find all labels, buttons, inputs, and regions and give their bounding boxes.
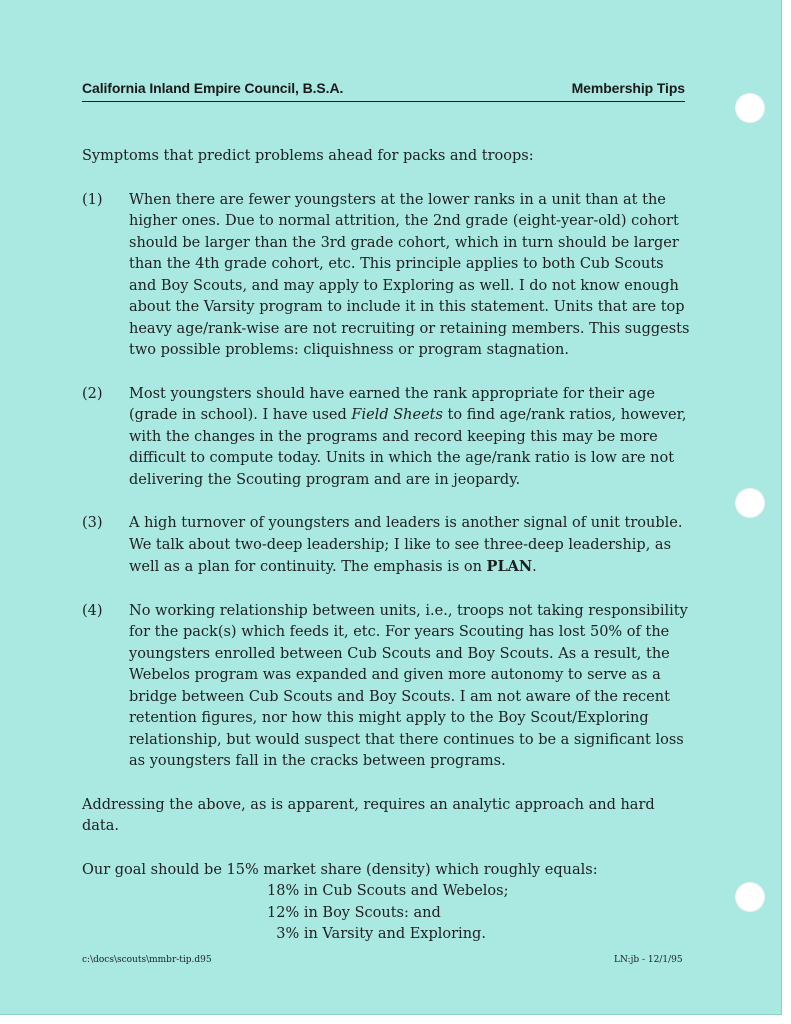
item-text: When there are fewer youngsters at the lower ranks in a unit than at the higher ones. Due to normal attrition, the 2nd grade (eight-year-old) cohort should be larger than the 3rd grade cohort, which in turn should be larger than the 4th grade cohort, etc. This principle applies to both Cub Scouts and Boy Scouts, and may apply to Exploring as well. I do not know enough about the Varsity program to include it in this statement. Units that are top heavy age/rank-wise are not recruiting or retaining members. This suggests two possible problems: cliquishness or program stagnation. <box>129 191 690 358</box>
list-item <box>82 601 692 773</box>
item-text <box>129 384 692 492</box>
item-text-part: to find age/rank ratios, however, with the changes in the programs and record keeping this may be more difficult to compute today. Units in which the age/rank ratio is low are not delivering the Scouting program and are in jeopardy. <box>129 407 687 488</box>
goal-line: 3% in Varsity and Exploring. <box>267 926 486 942</box>
item-text-part: . <box>532 559 537 575</box>
intro-text: Symptoms that predict problems ahead for packs and troops: <box>82 148 534 164</box>
document-body <box>82 146 692 946</box>
punch-hole <box>735 93 765 123</box>
item-number: (1) <box>82 191 103 208</box>
item-text <box>129 513 692 579</box>
header-org: California Inland Empire Council, B.S.A. <box>82 80 344 96</box>
item-number: (4) <box>82 602 103 619</box>
page-header <box>82 80 685 96</box>
footer-reference: LN:jb - 12/1/95 <box>614 955 683 965</box>
goal-intro: Our goal should be 15% market share (density) which roughly equals: <box>82 861 598 878</box>
item-number: (3) <box>82 515 103 531</box>
addressing-paragraph: Addressing the above, as is apparent, requires an analytic approach and hard data. <box>82 796 655 834</box>
list-item <box>82 513 692 579</box>
item-strong: PLAN <box>486 558 533 575</box>
header-title: Membership Tips <box>571 80 685 96</box>
item-text: No working relationship between units, i.e., troops not taking responsibility for the pack(s) which feeds it, etc. For years Scouting has lost 50% of the youngsters enrolled between Cub Scouts and Boy Scouts. As a result, the Webelos program was expanded and given more autonomy to serve as a bridge between Cub Scouts and Boy Scouts. I am not aware of the recent retention figures, nor how this might apply to the Boy Scout/Exploring relationship, but would suspect that there continues to be a significant loss as youngsters fall in the cracks between programs. <box>129 602 688 769</box>
list-item <box>82 384 692 492</box>
footer-file-path: c:\docs\scouts\mmbr-tip.d95 <box>82 955 212 965</box>
header-rule <box>82 101 685 102</box>
item-emphasis: Field Sheets <box>351 407 443 423</box>
punch-hole <box>735 882 765 912</box>
goal-list <box>82 881 692 946</box>
punch-hole <box>735 488 765 518</box>
goal-line: 18% in Cub Scouts and Webelos; <box>267 883 509 899</box>
item-text-part: A high turnover of youngsters and leaders is another signal of unit trouble. We talk about two-deep leadership; I like to see three-deep leadership, as well as a plan for continuity. The emphasis is on <box>129 515 683 575</box>
item-text-part: Most youngsters should have earned the rank appropriate for their age (grade in school). I have used <box>129 385 655 423</box>
list-item <box>82 190 692 362</box>
goal-line: 12% in Boy Scouts: and <box>267 904 441 921</box>
item-number: (2) <box>82 385 103 402</box>
